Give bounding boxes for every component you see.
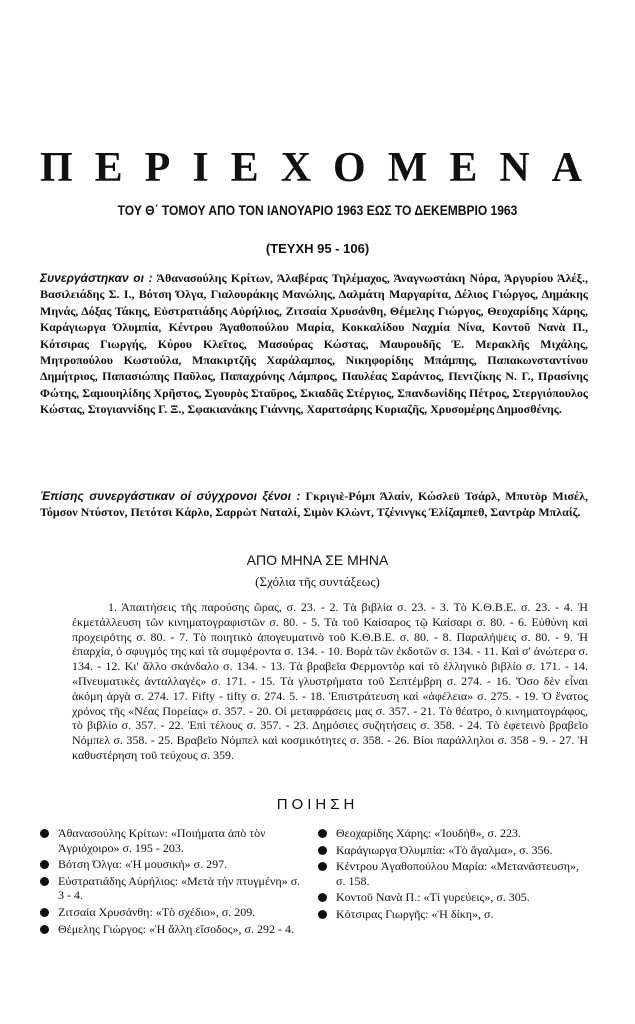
foreign-contributors-paragraph (40, 488, 588, 521)
poetry-entry: Βότση Όλγα: «Ἡ μουσική» σ. 297. (38, 857, 308, 872)
poetry-entry: Κέντρου Ἀγαθοπούλου Μαρία: «Μετανάστευση», σ. 158. (316, 859, 586, 888)
contributors-list: Άθανασούλης Κρίτων, Άλαβέρας Τηλέμαχος, Άναγνωστάκη Νόρα, Άργυρίου Άλέξ., Βασιλειάδης Σ. Ι., Βότση Όλγα, Γιαλουράκης Μανώλης, Δαλμάτη Μαργαρίτα, Δέλιος Γιώργος, Δημάκης Μηνάς, Δόξας Τάκης, Εὐστρατιάδης Αὐρήλιος, Ζιτσαία Χρυσάνθη, Θέμελης Γιώργος, Θεοχαρίδης Χάρης, Καράγιωργα Όλυμπία, Κέντρου Άγαθοπούλου Μαρία, Κοκκαλίδου Ναχμία Νίνα, Κοντοῦ Νανὰ Π., Κότσιρας Γιωργής, Κύρου Κλεῖτος, Μασούρας Κώστας, Μαυρουδῆς Έ. Μερακλῆς Μιχάλης, Μητροπούλου Κωστούλα, Μπακιρτζῆς Χαράλαμπος, Νικηφορίδης Μπάμπης, Παπακωνσταντίνου Δημήτριος, Παπασιώπης Παῦλος, Παπαχρόνης Λάμπρος, Παυλέας Σαράντος, Πεντζίκης Ν. Γ., Πρασίνης Φώτης, Σαμουηλίδης Χρῆστος, Σγουρὸς Σταῦρος, Σκιαδᾶς Στέργιος, Σπανδωνίδης Πέτρος, Στεργιόπουλος Κώστας, Στογιαννίδης Γ. Ξ., Σφακιανάκης Γιάννης, Χαρατσάρης Κυριαζῆς, Χρυσομέρης Δημοσθένης. (40, 271, 589, 417)
contributors-lead: Συνεργάστηκαν οι : (40, 271, 153, 285)
bullet-icon (40, 860, 49, 869)
bullet-icon (318, 893, 327, 902)
poetry-entry: Άθανασούλης Κρίτων: «Ποιήματα ἀπὸ τὸν Ἀγριόχοιρο» σ. 195 - 203. (38, 826, 308, 855)
foreign-contributors-list: Γκριγιὲ-Ρόμπ Άλαίν, Κώσλεϋ Τσάρλ, Μπυτὸρ Μισέλ, Τόμσον Ντύστον, Πετότσι Κάρλο, Σαρρὼτ Ναταλί, Σιμὸν Κλὼντ, Τζένινγκς Έλίζαμπεθ, Σαντρὰρ Μπλαίζ. (40, 489, 589, 520)
poetry-column-right (316, 826, 586, 924)
poetry-entry: Καράγιωργα Όλυμπία: «Τὸ ἄγαλμα», σ. 356. (316, 843, 586, 858)
bullet-icon (318, 910, 327, 919)
poetry-section-title: ΠΟΙΗΣΗ (276, 796, 359, 813)
volume-subtitle: ΤΟΥ Θ΄ ΤΟΜΟΥ ΑΠΟ ΤΟΝ ΙΑΝΟΥΑΡΙΟ 1963 ΕΩΣ ΤΟ ΔΕΚΕΜΒΡΙΟ 1963 (117, 202, 518, 218)
poetry-entry: Θεοχαρίδης Χάρης: «Ἰουδήθ», σ. 223. (316, 826, 586, 841)
bullet-icon (40, 925, 49, 934)
bullet-icon (318, 862, 327, 871)
foreign-contributors-lead: Έπίσης συνεργάστικαν οί σύγχρονοι ξένοι : (40, 489, 301, 503)
bullet-icon (40, 908, 49, 917)
poetry-entry: Ζιτσαία Χρυσάνθη: «Τὸ σχέδιο», σ. 209. (38, 905, 308, 920)
month-section-title: ΑΠΟ ΜΗΝΑ ΣΕ ΜΗΝΑ (246, 552, 389, 568)
bullet-icon (40, 877, 49, 886)
poetry-column-left (38, 826, 308, 938)
bullet-icon (318, 846, 327, 855)
poetry-entry: Κότσιρας Γιωργῆς: «Ἡ δίκη», σ. (316, 907, 586, 922)
issues-range: (ΤΕΥΧΗ 95 - 106) (265, 241, 370, 256)
bullet-icon (40, 829, 49, 838)
poetry-entry: Κοντοῦ Νανὰ Π.: «Τί γυρεύεις», σ. 305. (316, 890, 586, 905)
page-title: ΠΕΡΙΕΧΟΜΕΝΑ (40, 145, 605, 191)
month-section-text: 1. Άπαιτήσεις τῆς παρούσης ὥρας, σ. 23. - 2. Τὰ βιβλία σ. 23. - 3. Τὸ Κ.Θ.Β.Ε. σ. 23. - 4. Ἡ ἐκμετάλλευση τῶν κινηματογραφιστῶν σ. 80. - 5. Τὰ τοῦ Καίσαρος τῷ Καίσαρι σ. 80. - 6. Εὐθύνη καὶ προχειρότης σ. 80. - 7. Τὸ ποιητικὸ ἀπογευματινὸ τοῦ Κ.Θ.Β.Ε. σ. 80. - 8. Παραλήψεις σ. 80. - 9. Ἡ ἐπαρχία, ὁ σφυγμός της καὶ τὰ συμφέροντα σ. 134. - 10. Βορὰ τῶν ἐκδοτῶν σ. 134. - 11. Καὶ σ' ἀνώτερα σ. 134. - 12. Κι' ἄλλο σκάνδαλο σ. 134. - 13. Τὰ βραβεῖα Φερμοντὸρ καὶ τὸ ἑλληνικὸ βιβλίο σ. 171. - 14. «Πνευματικὲς ἀνταλλαγές» σ. 171. - 15. Τὰ γλυστρήματα τοῦ Σεπτέμβρη σ. 274. - 16. Ὅσο δὲν εἶναι ἀκόμη ἀργὰ σ. 274. 17. Fifty - tifty σ. 274. 5. - 18. Ἐπιστράτευση καὶ «ἀφέλεια» σ. 275. - 19. Ὁ ἔνατος χρόνος τῆς «Νέας Πορείας» σ. 357. - 20. Οἱ μεταφράσεις μας σ. 357. - 21. Τὸ θέατρο, ὁ κινηματογράφος, τὸ βιβλίο σ. 357. - 22. Ἐπὶ τέλους σ. 357. - 23. Δημόσιες συζητήσεις σ. 358. - 24. Τὸ ἐφετεινὸ βραβεῖο Νόμπελ σ. 358. - 25. Βραβεῖο Νόμπελ καὶ κοσμικότητες σ. 358. - 26. Βίοι παράλληλοι σ. 358 - 9. - 27. Ἡ καθυστέρηση τοῦ τεύχους σ. 359. (72, 600, 588, 762)
month-section-subtitle: (Σχόλια τῆς συντάξεως) (255, 574, 380, 589)
bullet-icon (318, 829, 327, 838)
poetry-entry: Θέμελης Γιώργος: «Ἡ ἄλλη εἴσοδος», σ. 292 - 4. (38, 922, 308, 937)
poetry-entry: Εὐστρατιάδης Αὐρήλιος: «Μετὰ τὴν πτυγμένη» σ. 3 - 4. (38, 874, 308, 903)
contributors-paragraph (40, 270, 588, 418)
